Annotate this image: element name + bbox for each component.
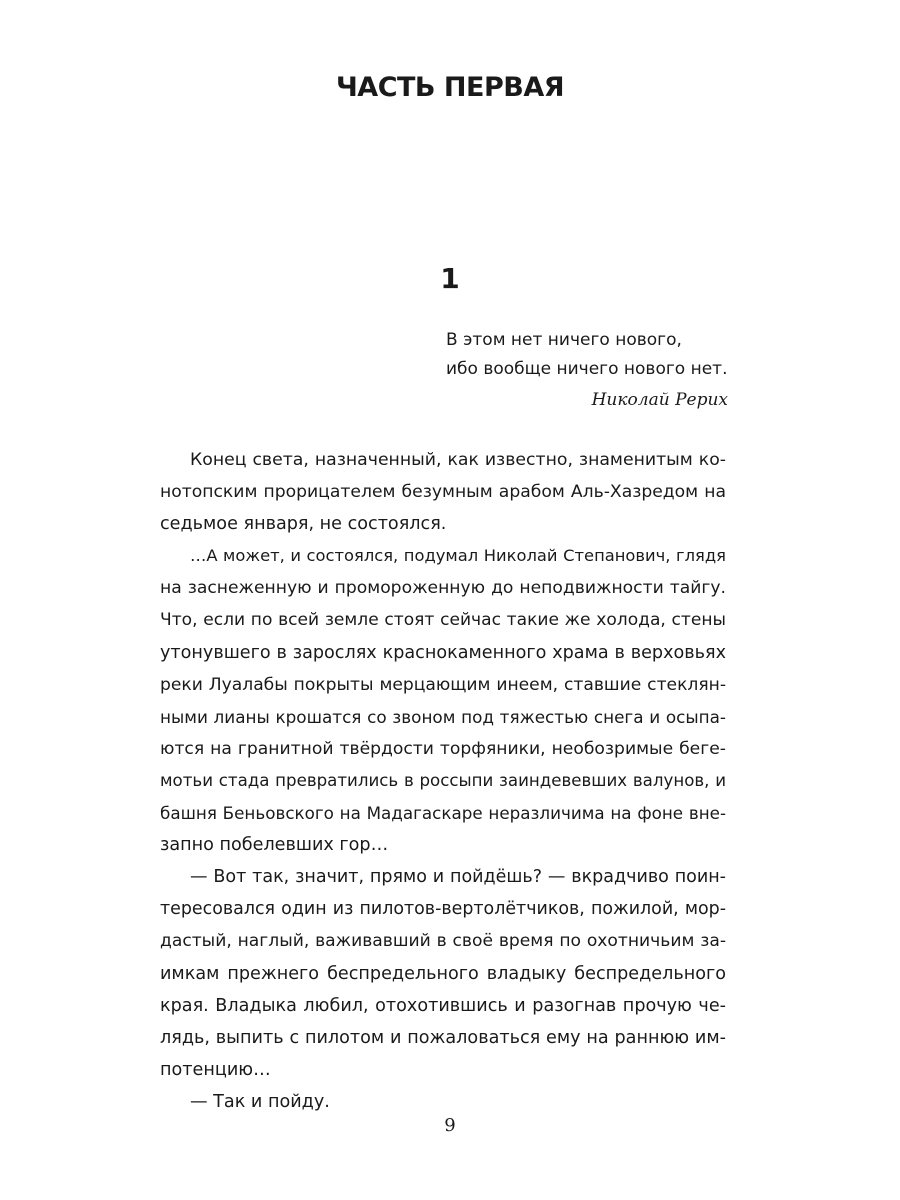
epigraph-line: ибо вообще ничего нового нет. (446, 359, 728, 379)
text-line: — Так и пойду. (190, 1091, 330, 1112)
text-line: реки Луалабы покрыты мерцающим инеем, ставшие стеклян- (160, 674, 726, 695)
page-number: 9 (444, 1115, 456, 1136)
text-line: имкам прежнего беспредельного владыку беспредельного (160, 963, 726, 984)
body-text (160, 444, 726, 1118)
epigraph-author: Николай Рерих (591, 390, 728, 410)
text-line: Что, если по всей земле стоят сейчас такие же холода, стены (160, 610, 726, 631)
part-title: ЧАСТЬ ПЕРВАЯ (335, 72, 565, 103)
text-line: нотопским прорицателем безумным арабом Аль-Хазредом на (160, 482, 726, 503)
text-line: тересовался один из пилотов-вертолётчиков, пожилой, мор- (160, 899, 726, 920)
epigraph (446, 326, 728, 415)
text-line: седьмое января, не состоялся. (160, 514, 447, 535)
text-line: башня Беньовского на Мадагаскаре неразличима на фоне вне- (160, 803, 726, 824)
text-line: края. Владыка любил, отохотившись и разогнав прочую че- (160, 995, 726, 1016)
text-line: Конец света, назначенный, как известно, знаменитым ко- (190, 450, 726, 470)
text-line: ными лианы крошатся со звоном под тяжестью снега и осыпа- (160, 706, 726, 727)
text-line: на заснеженную и промороженную до неподвижности тайгу. (160, 578, 726, 599)
chapter-number: 1 (440, 262, 460, 295)
text-line: потенцию… (160, 1059, 271, 1080)
text-line: — Вот так, значит, прямо и пойдёшь? — вкрадчиво поин- (190, 867, 726, 888)
text-line: ются на гранитной твёрдости торфяники, необозримые бегe- (160, 738, 726, 759)
epigraph-line: В этом нет ничего нового, (446, 330, 682, 350)
text-line: запно побелевших гор… (160, 835, 389, 856)
text-line: лядь, выпить с пилотом и пожаловаться ему на раннюю им- (160, 1027, 726, 1048)
text-line: мотьи стада превратились в россыпи заиндевевших валунов, и (160, 770, 726, 790)
text-line: утонувшего в зарослях краснокаменного храма в верховьях (160, 642, 726, 663)
text-line: дастый, наглый, важивавший в своё время по охотничьим за- (160, 931, 726, 952)
text-line: …А может, и состоялся, подумал Николай Степанович, глядя (190, 546, 726, 566)
